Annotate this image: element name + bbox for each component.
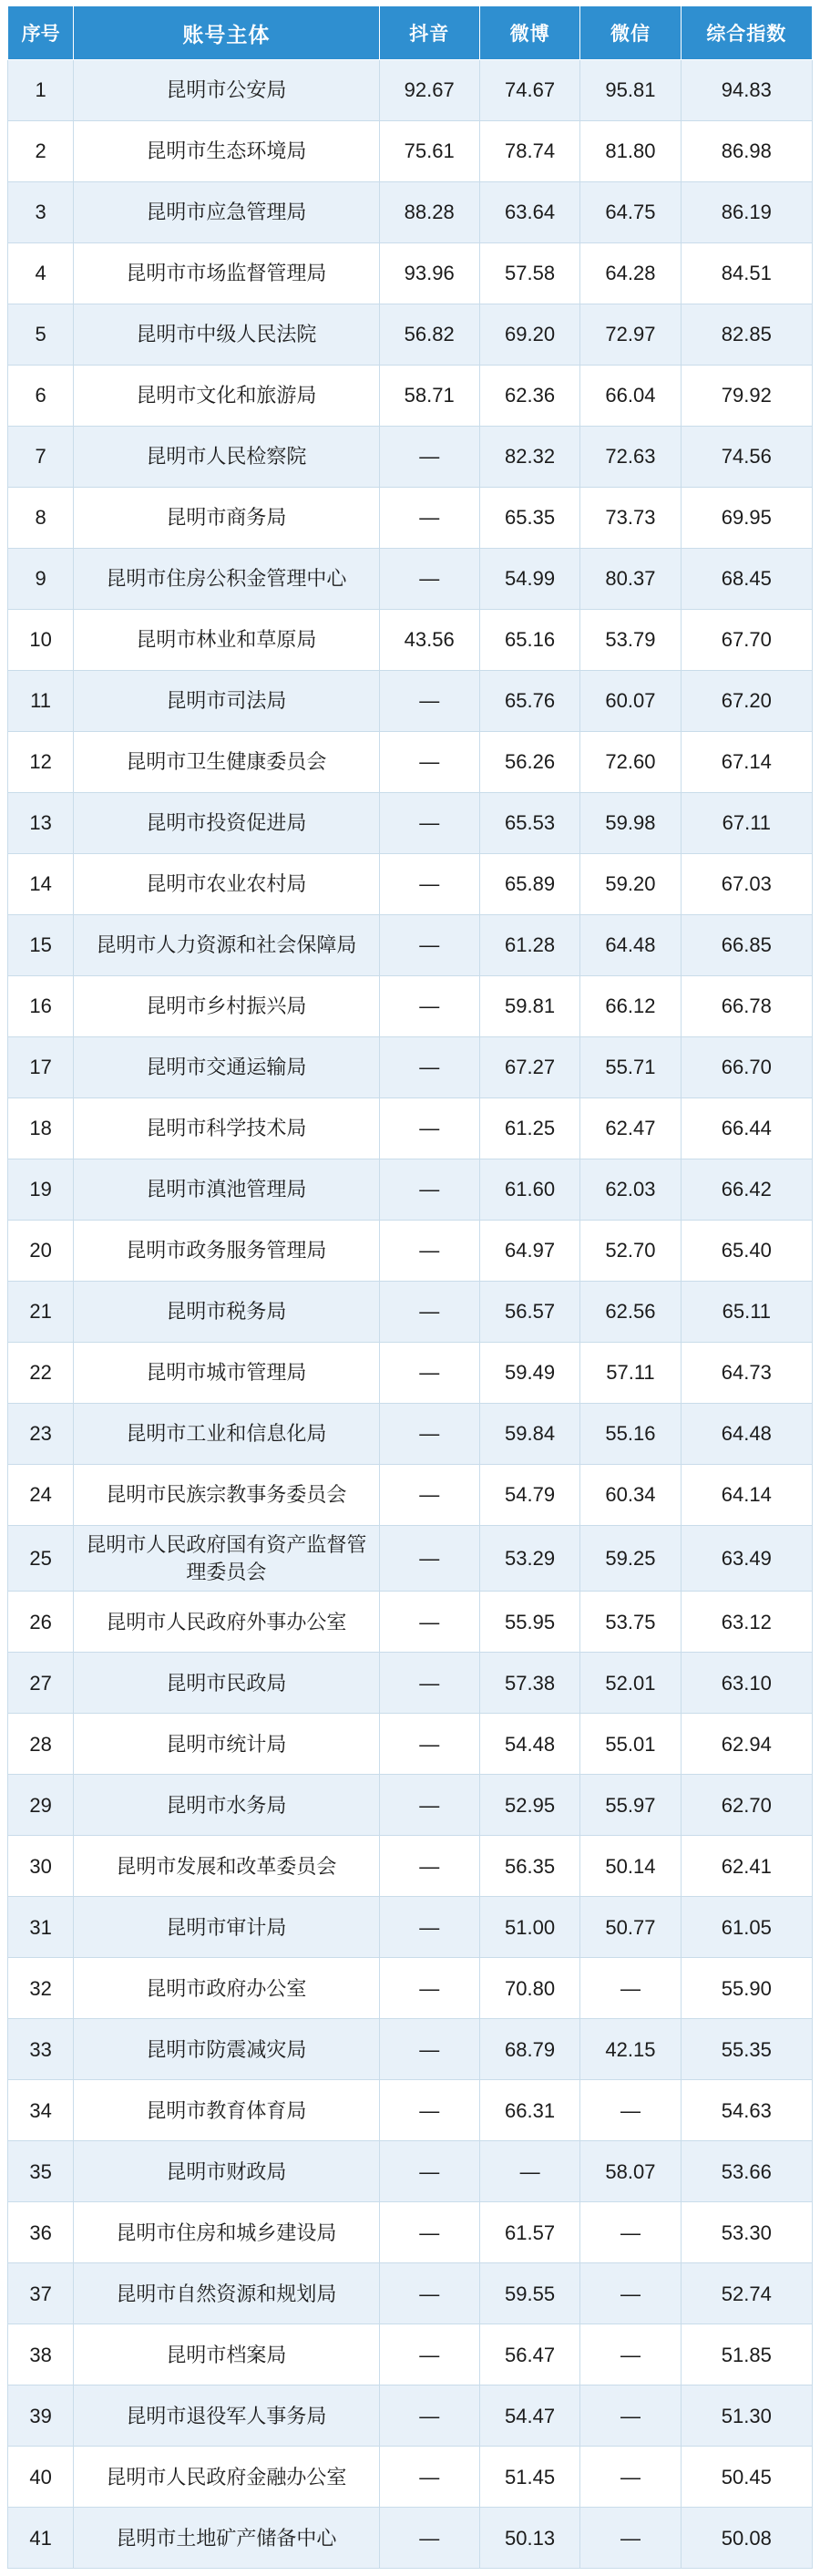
cell-weibo-score: 69.20 xyxy=(479,304,579,366)
cell-rank: 11 xyxy=(8,671,74,732)
cell-weibo-score: 59.55 xyxy=(479,2263,579,2324)
table-row xyxy=(8,366,813,427)
table-row xyxy=(8,1159,813,1221)
cell-composite-index: 50.45 xyxy=(681,2447,812,2508)
cell-composite-index: 68.45 xyxy=(681,549,812,610)
cell-composite-index: 62.94 xyxy=(681,1714,812,1775)
cell-rank: 35 xyxy=(8,2141,74,2202)
cell-composite-index: 55.35 xyxy=(681,2019,812,2080)
cell-rank: 24 xyxy=(8,1465,74,1526)
cell-douyin-score: — xyxy=(379,1037,479,1098)
cell-weixin-score: 72.97 xyxy=(580,304,681,366)
cell-weibo-score: 56.35 xyxy=(479,1836,579,1897)
cell-rank: 15 xyxy=(8,915,74,976)
cell-weixin-score: 95.81 xyxy=(580,60,681,121)
cell-composite-index: 66.78 xyxy=(681,976,812,1037)
cell-weixin-score: 64.48 xyxy=(580,915,681,976)
cell-composite-index: 61.05 xyxy=(681,1897,812,1958)
column-header-douyin: 抖音 xyxy=(379,6,479,60)
cell-weibo-score: 54.48 xyxy=(479,1714,579,1775)
cell-rank: 19 xyxy=(8,1159,74,1221)
table-row xyxy=(8,2141,813,2202)
cell-subject: 昆明市民政局 xyxy=(74,1653,379,1714)
cell-weixin-score: 52.70 xyxy=(580,1221,681,1282)
cell-composite-index: 82.85 xyxy=(681,304,812,366)
cell-weixin-score: 55.16 xyxy=(580,1404,681,1465)
column-header-rank: 序号 xyxy=(8,6,74,60)
cell-rank: 28 xyxy=(8,1714,74,1775)
table-row xyxy=(8,1465,813,1526)
cell-weibo-score: 56.57 xyxy=(479,1282,579,1343)
cell-weibo-score: 65.89 xyxy=(479,854,579,915)
cell-composite-index: 66.44 xyxy=(681,1098,812,1159)
cell-weixin-score: 55.97 xyxy=(580,1775,681,1836)
cell-weibo-score: 51.00 xyxy=(479,1897,579,1958)
cell-douyin-score: 56.82 xyxy=(379,304,479,366)
cell-douyin-score: — xyxy=(379,2019,479,2080)
cell-rank: 17 xyxy=(8,1037,74,1098)
cell-weibo-score: 59.81 xyxy=(479,976,579,1037)
cell-weixin-score: 66.04 xyxy=(580,366,681,427)
cell-composite-index: 65.11 xyxy=(681,1282,812,1343)
cell-weibo-score: — xyxy=(479,2141,579,2202)
table-row xyxy=(8,2385,813,2447)
cell-composite-index: 55.90 xyxy=(681,1958,812,2019)
cell-weixin-score: 60.34 xyxy=(580,1465,681,1526)
cell-douyin-score: — xyxy=(379,915,479,976)
cell-subject: 昆明市市场监督管理局 xyxy=(74,243,379,304)
table-row xyxy=(8,1775,813,1836)
cell-composite-index: 74.56 xyxy=(681,427,812,488)
cell-rank: 29 xyxy=(8,1775,74,1836)
cell-rank: 2 xyxy=(8,121,74,182)
cell-composite-index: 54.63 xyxy=(681,2080,812,2141)
table-row xyxy=(8,2447,813,2508)
cell-weixin-score: 60.07 xyxy=(580,671,681,732)
cell-weibo-score: 65.76 xyxy=(479,671,579,732)
cell-subject: 昆明市自然资源和规划局 xyxy=(74,2263,379,2324)
cell-weibo-score: 74.67 xyxy=(479,60,579,121)
cell-composite-index: 64.14 xyxy=(681,1465,812,1526)
cell-rank: 39 xyxy=(8,2385,74,2447)
cell-rank: 31 xyxy=(8,1897,74,1958)
cell-rank: 10 xyxy=(8,610,74,671)
cell-weixin-score: — xyxy=(580,2508,681,2569)
cell-douyin-score: — xyxy=(379,488,479,549)
cell-douyin-score: — xyxy=(379,1714,479,1775)
cell-rank: 3 xyxy=(8,182,74,243)
cell-douyin-score: — xyxy=(379,2202,479,2263)
cell-rank: 23 xyxy=(8,1404,74,1465)
cell-weixin-score: — xyxy=(580,2385,681,2447)
cell-composite-index: 63.12 xyxy=(681,1592,812,1653)
cell-weibo-score: 56.47 xyxy=(479,2324,579,2385)
table-row xyxy=(8,121,813,182)
table-row xyxy=(8,549,813,610)
cell-weixin-score: 62.03 xyxy=(580,1159,681,1221)
table-row xyxy=(8,2080,813,2141)
cell-douyin-score: — xyxy=(379,1282,479,1343)
table-row xyxy=(8,1037,813,1098)
cell-composite-index: 67.11 xyxy=(681,793,812,854)
cell-subject: 昆明市投资促进局 xyxy=(74,793,379,854)
cell-rank: 1 xyxy=(8,60,74,121)
cell-composite-index: 52.74 xyxy=(681,2263,812,2324)
cell-weixin-score: 52.01 xyxy=(580,1653,681,1714)
cell-composite-index: 66.42 xyxy=(681,1159,812,1221)
cell-subject: 昆明市政务服务管理局 xyxy=(74,1221,379,1282)
cell-composite-index: 63.10 xyxy=(681,1653,812,1714)
cell-subject: 昆明市公安局 xyxy=(74,60,379,121)
cell-subject: 昆明市审计局 xyxy=(74,1897,379,1958)
cell-weibo-score: 65.53 xyxy=(479,793,579,854)
table-row xyxy=(8,243,813,304)
cell-subject: 昆明市林业和草原局 xyxy=(74,610,379,671)
cell-weibo-score: 65.16 xyxy=(479,610,579,671)
cell-subject: 昆明市人力资源和社会保障局 xyxy=(74,915,379,976)
cell-composite-index: 66.70 xyxy=(681,1037,812,1098)
cell-composite-index: 53.30 xyxy=(681,2202,812,2263)
cell-subject: 昆明市文化和旅游局 xyxy=(74,366,379,427)
cell-rank: 40 xyxy=(8,2447,74,2508)
cell-weibo-score: 59.49 xyxy=(479,1343,579,1404)
cell-subject: 昆明市教育体育局 xyxy=(74,2080,379,2141)
cell-subject: 昆明市工业和信息化局 xyxy=(74,1404,379,1465)
cell-subject: 昆明市人民政府国有资产监督管理委员会 xyxy=(74,1526,379,1592)
cell-douyin-score: — xyxy=(379,1897,479,1958)
cell-subject: 昆明市滇池管理局 xyxy=(74,1159,379,1221)
cell-subject: 昆明市民族宗教事务委员会 xyxy=(74,1465,379,1526)
cell-composite-index: 69.95 xyxy=(681,488,812,549)
cell-rank: 7 xyxy=(8,427,74,488)
table-row xyxy=(8,976,813,1037)
cell-rank: 34 xyxy=(8,2080,74,2141)
cell-douyin-score: — xyxy=(379,1836,479,1897)
table-row xyxy=(8,732,813,793)
cell-douyin-score: — xyxy=(379,1098,479,1159)
table-row xyxy=(8,2508,813,2569)
cell-composite-index: 67.14 xyxy=(681,732,812,793)
cell-subject: 昆明市人民检察院 xyxy=(74,427,379,488)
cell-douyin-score: — xyxy=(379,2385,479,2447)
cell-subject: 昆明市财政局 xyxy=(74,2141,379,2202)
cell-weixin-score: 53.79 xyxy=(580,610,681,671)
cell-rank: 14 xyxy=(8,854,74,915)
cell-weixin-score: 59.98 xyxy=(580,793,681,854)
cell-weibo-score: 70.80 xyxy=(479,1958,579,2019)
cell-subject: 昆明市司法局 xyxy=(74,671,379,732)
cell-douyin-score: — xyxy=(379,1404,479,1465)
cell-composite-index: 65.40 xyxy=(681,1221,812,1282)
table-header-row xyxy=(8,6,813,60)
cell-weixin-score: 62.47 xyxy=(580,1098,681,1159)
cell-subject: 昆明市应急管理局 xyxy=(74,182,379,243)
cell-weibo-score: 51.45 xyxy=(479,2447,579,2508)
cell-rank: 38 xyxy=(8,2324,74,2385)
cell-douyin-score: — xyxy=(379,671,479,732)
cell-weixin-score: 50.77 xyxy=(580,1897,681,1958)
cell-rank: 33 xyxy=(8,2019,74,2080)
cell-subject: 昆明市乡村振兴局 xyxy=(74,976,379,1037)
cell-subject: 昆明市统计局 xyxy=(74,1714,379,1775)
cell-composite-index: 53.66 xyxy=(681,2141,812,2202)
table-row xyxy=(8,915,813,976)
cell-composite-index: 67.70 xyxy=(681,610,812,671)
cell-rank: 8 xyxy=(8,488,74,549)
cell-weixin-score: — xyxy=(580,2324,681,2385)
cell-composite-index: 64.48 xyxy=(681,1404,812,1465)
cell-composite-index: 67.03 xyxy=(681,854,812,915)
cell-subject: 昆明市农业农村局 xyxy=(74,854,379,915)
cell-subject: 昆明市中级人民法院 xyxy=(74,304,379,366)
cell-composite-index: 50.08 xyxy=(681,2508,812,2569)
table-row xyxy=(8,1098,813,1159)
cell-weibo-score: 56.26 xyxy=(479,732,579,793)
cell-douyin-score: — xyxy=(379,2141,479,2202)
cell-rank: 9 xyxy=(8,549,74,610)
cell-weibo-score: 68.79 xyxy=(479,2019,579,2080)
cell-subject: 昆明市税务局 xyxy=(74,1282,379,1343)
cell-weixin-score: 72.63 xyxy=(580,427,681,488)
government-account-ranking-table xyxy=(7,5,813,2569)
cell-douyin-score: — xyxy=(379,2263,479,2324)
cell-weixin-score: 64.28 xyxy=(580,243,681,304)
cell-rank: 37 xyxy=(8,2263,74,2324)
table-row xyxy=(8,182,813,243)
cell-rank: 41 xyxy=(8,2508,74,2569)
cell-douyin-score: 93.96 xyxy=(379,243,479,304)
column-header-subject: 账号主体 xyxy=(74,6,379,60)
cell-rank: 25 xyxy=(8,1526,74,1592)
cell-weixin-score: 58.07 xyxy=(580,2141,681,2202)
table-row xyxy=(8,2324,813,2385)
cell-composite-index: 79.92 xyxy=(681,366,812,427)
cell-rank: 18 xyxy=(8,1098,74,1159)
cell-subject: 昆明市住房公积金管理中心 xyxy=(74,549,379,610)
cell-weibo-score: 65.35 xyxy=(479,488,579,549)
cell-weibo-score: 82.32 xyxy=(479,427,579,488)
cell-composite-index: 94.83 xyxy=(681,60,812,121)
cell-subject: 昆明市发展和改革委员会 xyxy=(74,1836,379,1897)
table-row xyxy=(8,1714,813,1775)
table-row xyxy=(8,60,813,121)
cell-douyin-score: — xyxy=(379,2508,479,2569)
cell-douyin-score: — xyxy=(379,1526,479,1592)
cell-douyin-score: — xyxy=(379,1159,479,1221)
cell-subject: 昆明市商务局 xyxy=(74,488,379,549)
cell-weibo-score: 52.95 xyxy=(479,1775,579,1836)
cell-weixin-score: 55.71 xyxy=(580,1037,681,1098)
cell-subject: 昆明市住房和城乡建设局 xyxy=(74,2202,379,2263)
table-row xyxy=(8,1282,813,1343)
cell-weibo-score: 61.60 xyxy=(479,1159,579,1221)
cell-weibo-score: 62.36 xyxy=(479,366,579,427)
column-header-weibo: 微博 xyxy=(479,6,579,60)
cell-composite-index: 51.30 xyxy=(681,2385,812,2447)
table-row xyxy=(8,2019,813,2080)
cell-weibo-score: 54.47 xyxy=(479,2385,579,2447)
cell-subject: 昆明市人民政府金融办公室 xyxy=(74,2447,379,2508)
cell-weixin-score: — xyxy=(580,2202,681,2263)
cell-subject: 昆明市人民政府外事办公室 xyxy=(74,1592,379,1653)
cell-composite-index: 66.85 xyxy=(681,915,812,976)
cell-weibo-score: 55.95 xyxy=(479,1592,579,1653)
table-row xyxy=(8,2202,813,2263)
cell-composite-index: 67.20 xyxy=(681,671,812,732)
cell-weibo-score: 59.84 xyxy=(479,1404,579,1465)
cell-subject: 昆明市交通运输局 xyxy=(74,1037,379,1098)
cell-subject: 昆明市城市管理局 xyxy=(74,1343,379,1404)
cell-douyin-score: — xyxy=(379,854,479,915)
cell-douyin-score: 43.56 xyxy=(379,610,479,671)
cell-weixin-score: 53.75 xyxy=(580,1592,681,1653)
table-row xyxy=(8,427,813,488)
cell-douyin-score: 75.61 xyxy=(379,121,479,182)
cell-subject: 昆明市科学技术局 xyxy=(74,1098,379,1159)
cell-rank: 16 xyxy=(8,976,74,1037)
cell-douyin-score: 88.28 xyxy=(379,182,479,243)
cell-douyin-score: — xyxy=(379,732,479,793)
cell-composite-index: 84.51 xyxy=(681,243,812,304)
column-header-index: 综合指数 xyxy=(681,6,812,60)
cell-douyin-score: — xyxy=(379,1775,479,1836)
cell-weibo-score: 78.74 xyxy=(479,121,579,182)
cell-douyin-score: — xyxy=(379,1465,479,1526)
cell-douyin-score: — xyxy=(379,2080,479,2141)
cell-rank: 12 xyxy=(8,732,74,793)
cell-weibo-score: 63.64 xyxy=(479,182,579,243)
cell-rank: 13 xyxy=(8,793,74,854)
cell-weixin-score: 62.56 xyxy=(580,1282,681,1343)
column-header-weixin: 微信 xyxy=(580,6,681,60)
cell-weibo-score: 54.99 xyxy=(479,549,579,610)
cell-weixin-score: 50.14 xyxy=(580,1836,681,1897)
cell-weibo-score: 66.31 xyxy=(479,2080,579,2141)
cell-weixin-score: 66.12 xyxy=(580,976,681,1037)
table-row xyxy=(8,793,813,854)
cell-weixin-score: — xyxy=(580,2263,681,2324)
cell-rank: 20 xyxy=(8,1221,74,1282)
table-row xyxy=(8,671,813,732)
cell-douyin-score: — xyxy=(379,1592,479,1653)
cell-weixin-score: 73.73 xyxy=(580,488,681,549)
cell-douyin-score: 92.67 xyxy=(379,60,479,121)
cell-douyin-score: — xyxy=(379,1653,479,1714)
table-body xyxy=(8,60,813,2569)
cell-subject: 昆明市水务局 xyxy=(74,1775,379,1836)
cell-douyin-score: — xyxy=(379,1343,479,1404)
table-row xyxy=(8,1221,813,1282)
cell-weibo-score: 67.27 xyxy=(479,1037,579,1098)
cell-rank: 21 xyxy=(8,1282,74,1343)
cell-douyin-score: 58.71 xyxy=(379,366,479,427)
cell-rank: 27 xyxy=(8,1653,74,1714)
cell-weixin-score: — xyxy=(580,2080,681,2141)
cell-subject: 昆明市退役军人事务局 xyxy=(74,2385,379,2447)
table-row xyxy=(8,610,813,671)
table-header xyxy=(8,6,813,60)
cell-weibo-score: 57.58 xyxy=(479,243,579,304)
cell-douyin-score: — xyxy=(379,976,479,1037)
cell-weibo-score: 64.97 xyxy=(479,1221,579,1282)
cell-composite-index: 86.19 xyxy=(681,182,812,243)
table-row xyxy=(8,1897,813,1958)
cell-weibo-score: 61.25 xyxy=(479,1098,579,1159)
table-row xyxy=(8,1836,813,1897)
cell-composite-index: 62.70 xyxy=(681,1775,812,1836)
table-row xyxy=(8,488,813,549)
cell-rank: 6 xyxy=(8,366,74,427)
cell-douyin-score: — xyxy=(379,1221,479,1282)
table-row xyxy=(8,1404,813,1465)
cell-composite-index: 64.73 xyxy=(681,1343,812,1404)
table-row xyxy=(8,1958,813,2019)
cell-douyin-score: — xyxy=(379,2324,479,2385)
cell-douyin-score: — xyxy=(379,549,479,610)
cell-weixin-score: — xyxy=(580,1958,681,2019)
table-row xyxy=(8,1526,813,1592)
cell-weibo-score: 50.13 xyxy=(479,2508,579,2569)
cell-subject: 昆明市土地矿产储备中心 xyxy=(74,2508,379,2569)
cell-subject: 昆明市防震减灾局 xyxy=(74,2019,379,2080)
cell-rank: 5 xyxy=(8,304,74,366)
cell-douyin-score: — xyxy=(379,427,479,488)
cell-subject: 昆明市生态环境局 xyxy=(74,121,379,182)
cell-douyin-score: — xyxy=(379,2447,479,2508)
table-row xyxy=(8,2263,813,2324)
cell-weixin-score: 64.75 xyxy=(580,182,681,243)
cell-rank: 36 xyxy=(8,2202,74,2263)
cell-weibo-score: 53.29 xyxy=(479,1526,579,1592)
table-row xyxy=(8,1653,813,1714)
cell-composite-index: 86.98 xyxy=(681,121,812,182)
cell-douyin-score: — xyxy=(379,793,479,854)
cell-composite-index: 63.49 xyxy=(681,1526,812,1592)
cell-weixin-score: 57.11 xyxy=(580,1343,681,1404)
cell-weixin-score: 59.25 xyxy=(580,1526,681,1592)
cell-rank: 4 xyxy=(8,243,74,304)
cell-rank: 26 xyxy=(8,1592,74,1653)
cell-weibo-score: 54.79 xyxy=(479,1465,579,1526)
cell-rank: 32 xyxy=(8,1958,74,2019)
cell-douyin-score: — xyxy=(379,1958,479,2019)
cell-weixin-score: 81.80 xyxy=(580,121,681,182)
cell-weibo-score: 57.38 xyxy=(479,1653,579,1714)
cell-subject: 昆明市卫生健康委员会 xyxy=(74,732,379,793)
table-row xyxy=(8,1592,813,1653)
cell-weixin-score: 80.37 xyxy=(580,549,681,610)
cell-weixin-score: 72.60 xyxy=(580,732,681,793)
cell-weixin-score: — xyxy=(580,2447,681,2508)
table-row xyxy=(8,1343,813,1404)
cell-weixin-score: 59.20 xyxy=(580,854,681,915)
cell-weixin-score: 42.15 xyxy=(580,2019,681,2080)
table-row xyxy=(8,304,813,366)
table-row xyxy=(8,854,813,915)
cell-rank: 22 xyxy=(8,1343,74,1404)
cell-weibo-score: 61.28 xyxy=(479,915,579,976)
cell-rank: 30 xyxy=(8,1836,74,1897)
cell-weixin-score: 55.01 xyxy=(580,1714,681,1775)
cell-weibo-score: 61.57 xyxy=(479,2202,579,2263)
cell-subject: 昆明市政府办公室 xyxy=(74,1958,379,2019)
cell-composite-index: 62.41 xyxy=(681,1836,812,1897)
cell-composite-index: 51.85 xyxy=(681,2324,812,2385)
cell-subject: 昆明市档案局 xyxy=(74,2324,379,2385)
